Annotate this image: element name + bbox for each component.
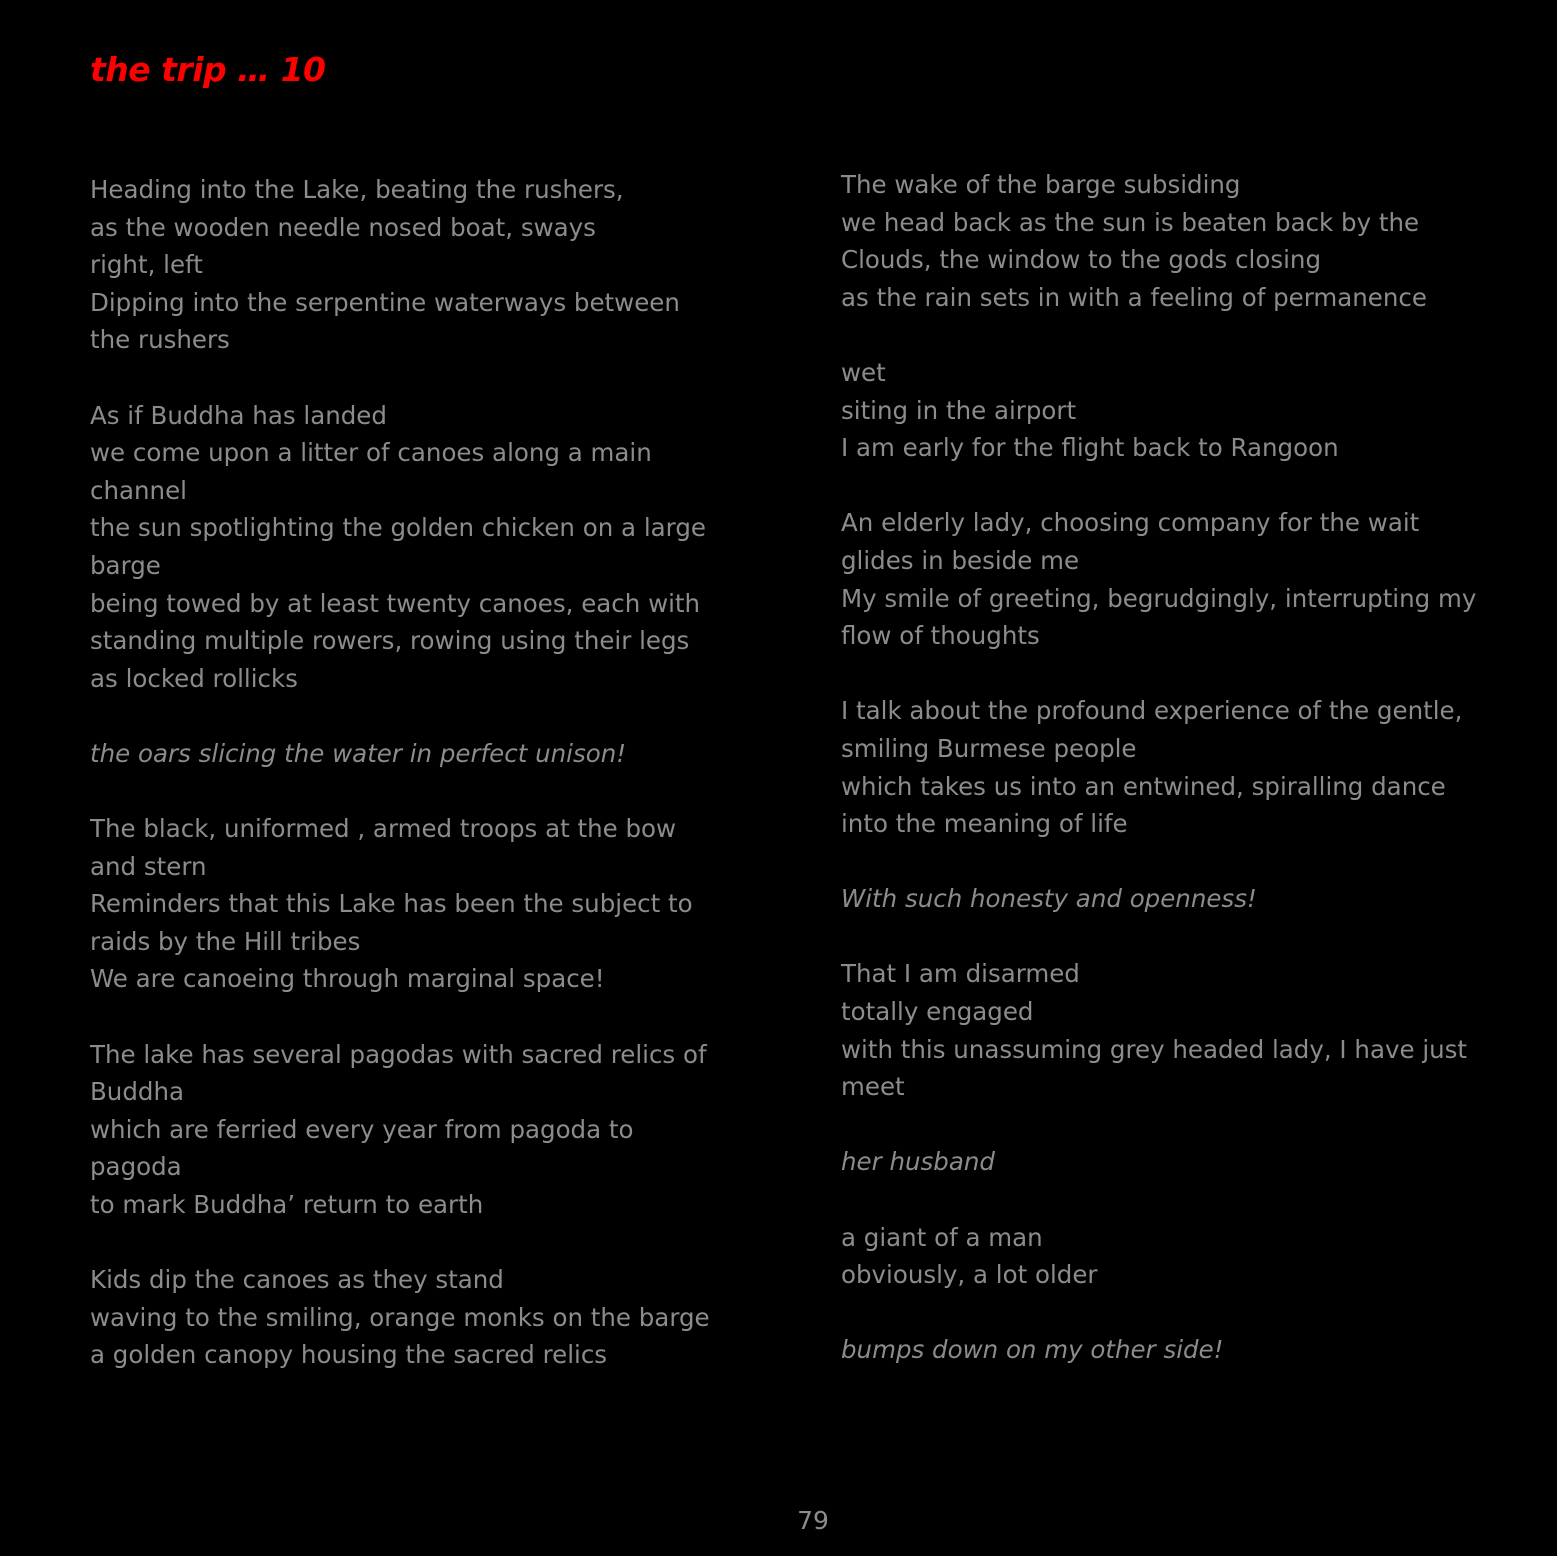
poem-line: The black, uniformed , armed troops at the bow — [90, 814, 677, 844]
stanza-break — [90, 359, 740, 397]
poem-line-italic: With such honesty and openness! — [841, 884, 1257, 914]
poem-line: pagoda — [90, 1152, 182, 1182]
poem-line: we head back as the sun is beaten back by the — [841, 207, 1420, 237]
poem-line: obviously, a lot older — [841, 1260, 1098, 1290]
poem-line: Heading into the Lake, beating the rushers, — [90, 175, 624, 204]
poem-line: Dipping into the serpentine waterways between — [90, 287, 680, 317]
poem-column-right — [841, 166, 1511, 1369]
page-title: the trip … 10 — [90, 50, 326, 89]
poem-line: glides in beside me — [841, 545, 1080, 575]
poem-line: with this unassuming grey headed lady, I have just — [841, 1034, 1468, 1064]
poem-line: flow of thoughts — [841, 621, 1040, 651]
poem-line: a golden canopy housing the sacred relics — [90, 1340, 608, 1370]
poem-line: As if Buddha has landed — [90, 400, 387, 430]
poem-line: We are canoeing through marginal space! — [90, 964, 605, 994]
stanza-break — [841, 1106, 1511, 1144]
poem-line: the rushers — [90, 325, 230, 355]
poem-line: being towed by at least twenty canoes, each with — [90, 588, 701, 618]
poem-line: siting in the airport — [841, 395, 1077, 425]
poem-line: which takes us into an entwined, spiralling dance — [841, 771, 1446, 801]
poem-line: to mark Buddha’ return to earth — [90, 1190, 484, 1220]
poem-line: totally engaged — [841, 997, 1034, 1027]
poem-line: The lake has several pagodas with sacred relics of — [90, 1039, 707, 1069]
poem-line: wet — [841, 357, 886, 387]
poem-line: smiling Burmese people — [841, 733, 1137, 763]
poem-line: we come upon a litter of canoes along a main — [90, 438, 652, 468]
poem-line: An elderly lady, choosing company for the wait — [841, 508, 1420, 538]
poem-line: standing multiple rowers, rowing using their legs — [90, 626, 690, 656]
poem-line: Kids dip the canoes as they stand — [90, 1265, 504, 1295]
poem-line: as locked rollicks — [90, 663, 298, 693]
stanza-break — [841, 655, 1511, 693]
poem-line: as the rain sets in with a feeling of permanence — [841, 282, 1427, 312]
poem-line: a giant of a man — [841, 1222, 1043, 1252]
poem-line: as the wooden needle nosed boat, sways — [90, 212, 596, 242]
stanza-break — [841, 918, 1511, 956]
stanza-break — [90, 697, 740, 735]
poem-line-italic: bumps down on my other side! — [841, 1335, 1224, 1365]
poem-line: Clouds, the window to the gods closing — [841, 245, 1321, 275]
stanza-break — [90, 773, 740, 811]
stanza-break — [841, 1181, 1511, 1219]
stanza-break — [90, 998, 740, 1036]
poem-line: channel — [90, 475, 187, 505]
poem-line: I talk about the profound experience of the gentle, — [841, 696, 1463, 726]
poem-line: raids by the Hill tribes — [90, 926, 361, 956]
poem-line: the sun spotlighting the golden chicken on a large — [90, 513, 706, 543]
poem-line: I am early for the flight back to Rangoon — [841, 433, 1339, 463]
poem-line: The wake of the barge subsiding — [841, 170, 1241, 199]
poem-line: and stern — [90, 851, 207, 881]
poem-line: My smile of greeting, begrudgingly, interrupting my — [841, 583, 1477, 613]
stanza-break — [841, 1294, 1511, 1332]
poem-line: Buddha — [90, 1077, 184, 1107]
poem-line: That I am disarmed — [841, 959, 1080, 989]
page-number: 79 — [797, 1506, 829, 1535]
poem-line-italic: the oars slicing the water in perfect unison! — [90, 738, 627, 768]
poem-line-italic: her husband — [841, 1147, 995, 1177]
poem-line: waving to the smiling, orange monks on the barge — [90, 1302, 710, 1332]
poem-line: right, left — [90, 250, 203, 280]
poem-line: which are ferried every year from pagoda to — [90, 1114, 634, 1144]
stanza-break — [841, 316, 1511, 354]
stanza-break — [90, 1224, 740, 1262]
stanza-break — [841, 467, 1511, 505]
poem-line: barge — [90, 550, 161, 580]
poem-line: into the meaning of life — [841, 809, 1128, 839]
poem-line: meet — [841, 1072, 905, 1102]
poem-line: Reminders that this Lake has been the subject to — [90, 889, 693, 919]
stanza-break — [841, 843, 1511, 881]
poem-column-left — [90, 171, 740, 1374]
